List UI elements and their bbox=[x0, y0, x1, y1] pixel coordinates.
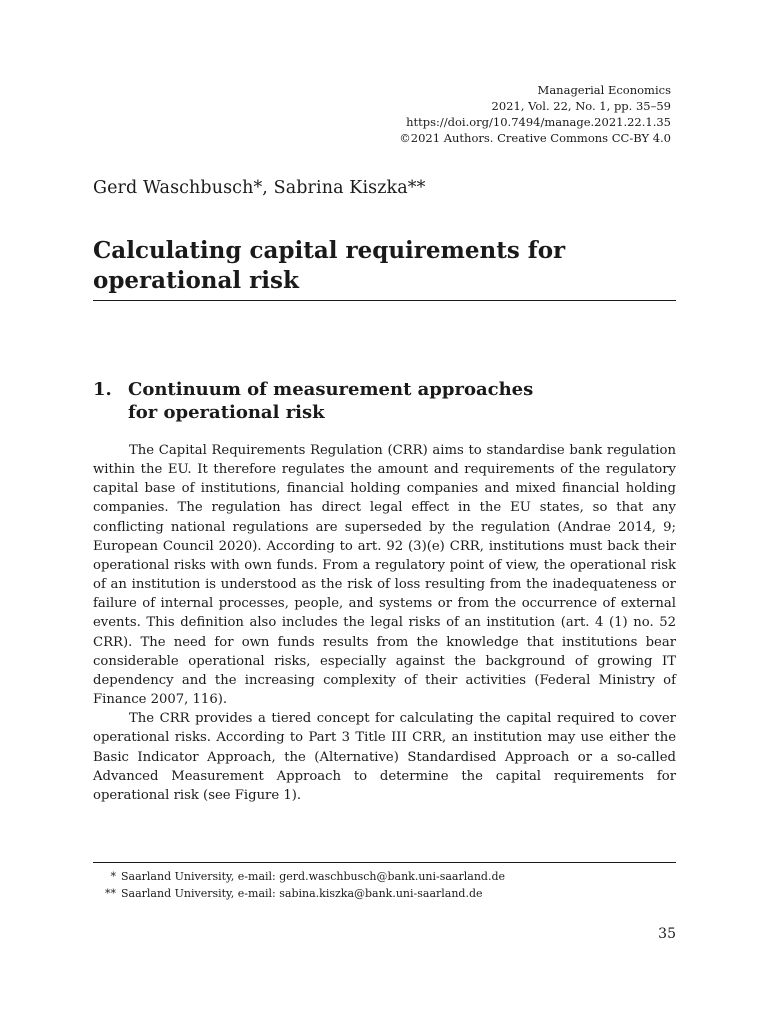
paper-title bbox=[93, 236, 683, 296]
footnote-text: Saarland University, e-mail: gerd.waschbusch@bank.uni-saarland.de bbox=[121, 870, 505, 883]
section-title-line: for operational risk bbox=[128, 402, 325, 423]
footnote-divider bbox=[93, 862, 676, 863]
title-line: Calculating capital requirements for bbox=[93, 237, 566, 264]
title-line: operational risk bbox=[93, 267, 299, 294]
journal-name: Managerial Economics bbox=[537, 83, 671, 97]
footnote-mark: * bbox=[110, 870, 116, 883]
footnote-mark: ** bbox=[105, 887, 116, 900]
section-heading bbox=[93, 378, 676, 424]
paragraph: The CRR provides a tiered concept for calculating the capital required to cover operational risks. According to Part 3 Title III CRR, an institution may use either the Basic Indicator Approach, the (Alternative) Standardised Approach or a so-called Advanced Measurement Approach to determine the capital requirements for operational risk (see Figure 1). bbox=[93, 711, 676, 803]
page-number: 35 bbox=[658, 926, 676, 942]
footnote bbox=[93, 885, 505, 902]
body-text bbox=[93, 441, 676, 805]
journal-license: ©2021 Authors. Creative Commons CC-BY 4.0 bbox=[399, 131, 671, 145]
journal-info bbox=[399, 82, 671, 146]
section-title bbox=[128, 378, 533, 424]
section-title-line: Continuum of measurement approaches bbox=[128, 379, 534, 400]
paragraph: The Capital Requirements Regulation (CRR) aims to standardise bank regulation within the EU. It therefore regulates the amount and requirements of the regulatory capital base of institutions, financial holding companies and mixed financial holding companies. The regulation has direct legal effect in the EU states, so that any conflicting national regulations are superseded by the regulation (Andrae 2014, 9; European Council 2020). According to art. 92 (3)(e) CRR, institutions must back their operational risks with own funds. From a regulatory point of view, the operational risk of an institution is understood as the risk of loss resulting from the inadequateness or failure of internal processes, people, and systems or from the occurrence of external events. This definition also includes the legal risks of an institution (art. 4 (1) no. 52 CRR). The need for own funds results from the knowledge that institutions bear considerable operational risks, especially against the background of growing IT dependency and the increasing complexity of their activities (Federal Ministry of Finance 2007, 116). bbox=[93, 443, 676, 708]
journal-doi[interactable]: https://doi.org/10.7494/manage.2021.22.1.35 bbox=[406, 115, 671, 129]
footnote bbox=[93, 868, 505, 885]
journal-issue: 2021, Vol. 22, No. 1, pp. 35–59 bbox=[491, 99, 671, 113]
title-divider bbox=[93, 300, 676, 301]
footnote-text: Saarland University, e-mail: sabina.kiszka@bank.uni-saarland.de bbox=[121, 887, 483, 900]
section-number: 1. bbox=[93, 379, 112, 400]
authors: Gerd Waschbusch*, Sabrina Kiszka** bbox=[93, 178, 426, 198]
footnotes bbox=[93, 868, 505, 902]
